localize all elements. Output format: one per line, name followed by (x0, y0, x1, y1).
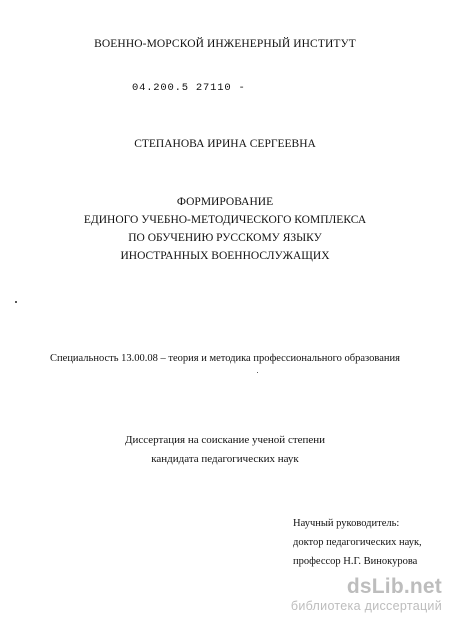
degree-line-2: кандидата педагогических наук (151, 453, 299, 465)
supervisor-degree: доктор педагогических наук, (293, 537, 422, 548)
scan-speck (15, 301, 17, 303)
title-line: ФОРМИРОВАНИЕ (176, 196, 274, 208)
title-line: ЕДИНОГО УЧЕБНО-МЕТОДИЧЕСКОГО КОМПЛЕКСА (83, 214, 367, 226)
scan-speck (257, 372, 258, 373)
watermark-brand: dsLib.net (346, 575, 442, 598)
title-line: ИНОСТРАННЫХ ВОЕННОСЛУЖАЩИХ (120, 250, 330, 262)
specialty-line: Специальность 13.00.08 – теория и методика профессионального образования (50, 353, 400, 364)
supervisor-name: профессор Н.Г. Винокурова (293, 556, 418, 567)
supervisor-label: Научный руководитель: (293, 518, 400, 529)
institute-name: ВОЕННО-МОРСКОЙ ИНЖЕНЕРНЫЙ ИНСТИТУТ (94, 38, 356, 50)
degree-line-1: Диссертация на соискание ученой степени (124, 434, 326, 446)
title-line: ПО ОБУЧЕНИЮ РУССКОМУ ЯЗЫКУ (128, 232, 322, 244)
author-name: СТЕПАНОВА ИРИНА СЕРГЕЕВНА (134, 138, 316, 150)
watermark-tagline: библиотека диссертаций (290, 599, 442, 613)
watermark (291, 576, 442, 614)
registration-code: 04.200.5 27110 - (132, 82, 246, 94)
